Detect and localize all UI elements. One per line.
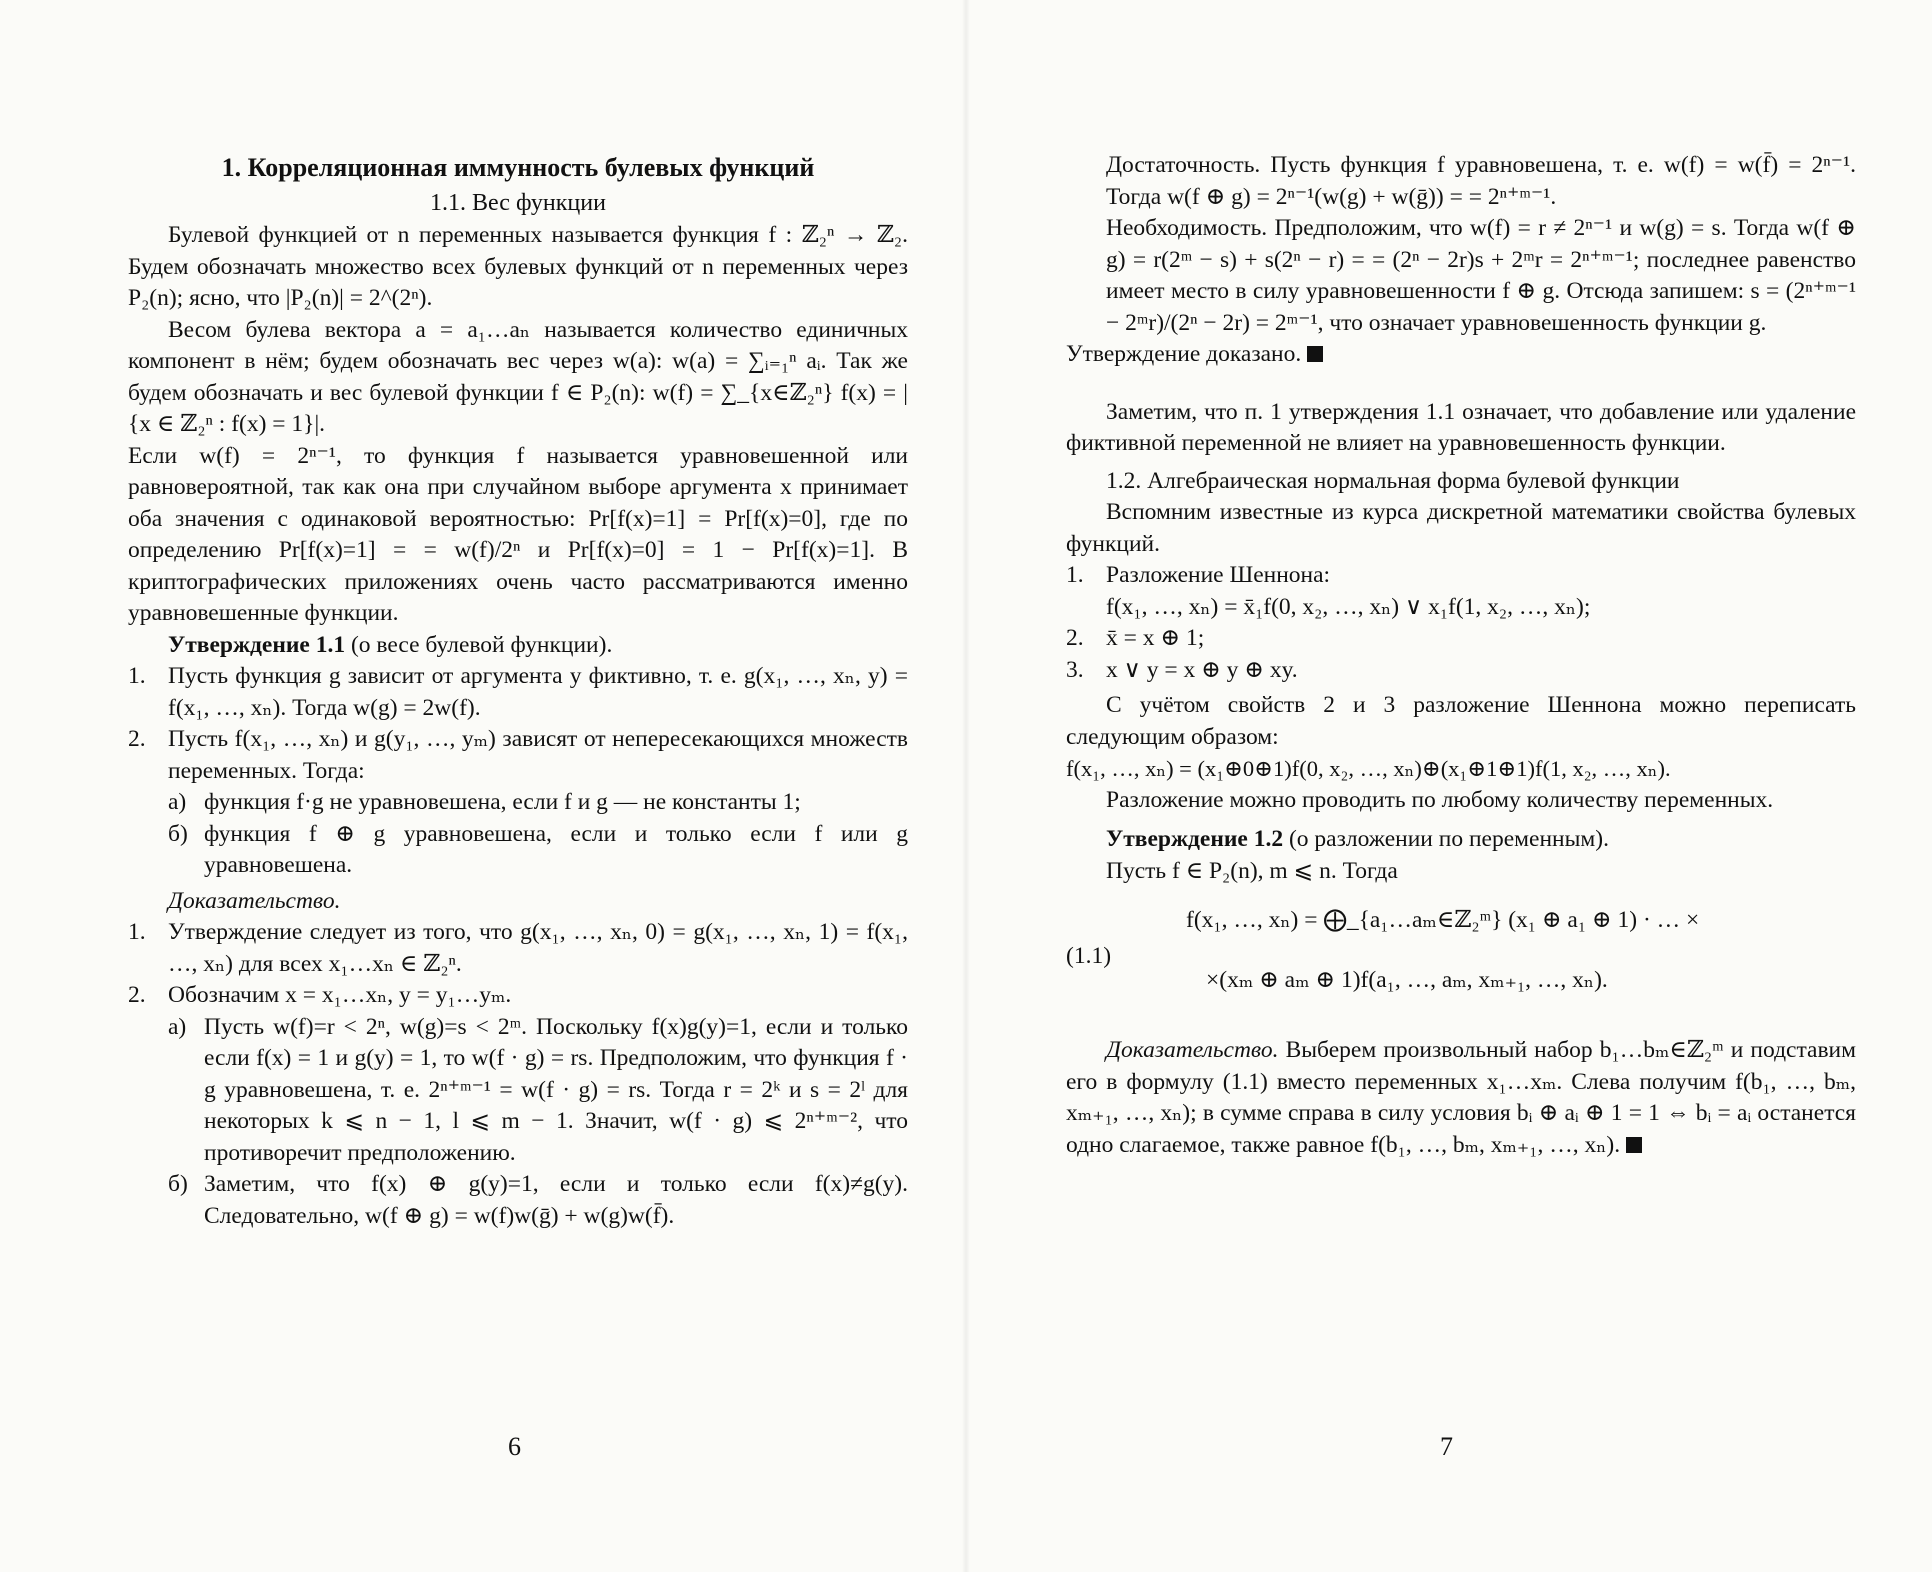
list-item [128,917,908,980]
item-text: Утверждение следует из того, что g(x₁, …, xₙ, 0) = g(x₁, …, xₙ, 1) = f(x₁, …, xₙ) для всех x₁…xₙ ∈ ℤ₂ⁿ. [168,919,908,977]
item-number: 1. [128,919,146,945]
sub-item-letter: б) [168,1171,188,1197]
sub-item-letter: б) [168,820,188,847]
sub-item-text: функция f ⊕ g уравновешена, если и только если f или g уравновешена. [204,820,908,878]
formula-line: ×(xₘ ⊕ aₘ ⊕ 1)f(a₁, …, aₘ, xₘ₊₁, …, xₙ). [1206,967,1608,993]
statement-heading [1066,824,1856,856]
proof-text: Выберем произвольный набор b₁…bₘ∈ℤ₂ᵐ и подставим его в формулу (1.1) вместо переменных x₁…xₘ. Слева получим f(b₁, …, bₘ, xₘ₊₁, …, xₙ); в сумме справа в силу условия bᵢ ⊕ aᵢ ⊕ 1 = 1 ⇔ bᵢ = aᵢ останется одно слагаемое, также равное f(b₁, …, bₘ, xₘ₊₁, …, xₙ). [1066,1037,1856,1158]
item-text: Обозначим x = x₁…xₙ, y = y₁…yₘ. [168,982,512,1008]
qed-icon [1626,1137,1642,1153]
sub-item-letter: а) [168,789,187,815]
proof-end-line [1066,339,1856,371]
paragraph: Весом булева вектора a = a₁…aₙ называется количество единичных компонент в нём; будем обозначать вес через w(a): w(a) = ∑ᵢ₌₁ⁿ aᵢ. Так же будем обозначать и вес булевой функции f ∈ P₂(n): w(f) = ∑_{x∈ℤ₂ⁿ} f(x) = |{x ∈ ℤ₂ⁿ : f(x) = 1}|. [128,316,908,437]
item-number: 1. [128,663,146,689]
proof-label: Доказательство. [168,887,341,914]
list-item [128,980,908,1012]
statement-text: Пусть f ∈ P₂(n), m ⩽ n. Тогда [1106,857,1398,884]
statement-title: (о разложении по переменным). [1283,826,1609,852]
paragraph: Заметим, что п. 1 утверждения 1.1 означает, что добавление или удаление фиктивной переменной не влияет на уравновешенность функции. [1066,398,1856,456]
item-number: 1. [1066,562,1084,588]
paragraph: Булевой функцией от n переменных называется функция f : ℤ₂ⁿ → ℤ₂. Будем обозначать множество всех булевых функций от n переменных через P₂(n); ясно, что |P₂(n)| = 2^(2ⁿ). [128,222,908,311]
sub-item [128,787,908,819]
qed-icon [1307,346,1323,362]
sub-item [128,1012,908,1170]
paragraph: Необходимость. Предположим, что w(f) = r ≠ 2ⁿ⁻¹ и w(g) = s. Тогда w(f ⊕ g) = r(2ᵐ − s) + s(2ⁿ − r) = = (2ⁿ − 2r)s + 2ᵐr = 2ⁿ⁺ᵐ⁻¹; последнее равенство имеет место в силу уравновешенности f ⊕ g. Отсюда запишем: s = (2ⁿ⁺ᵐ⁻¹ − 2ᵐr)/(2ⁿ − 2r) = 2ᵐ⁻¹, что означает уравновешенность функции g. [1106,215,1856,336]
right-column [1066,150,1856,1161]
page-number: 6 [508,1432,521,1461]
formula-line: f(x₁, …, xₙ) = (x₁⊕0⊕1)f(0, x₂, …, xₙ)⊕(x₁⊕1⊕1)f(1, x₂, …, xₙ). [1066,756,1671,781]
item-text: x̄ = x ⊕ 1; [1106,625,1205,651]
sub-item-text: функция f·g не уравновешена, если f и g — не константы 1; [204,789,801,815]
display-formula [1066,899,1856,1019]
list-item [128,724,908,787]
right-page [966,0,1932,1572]
statement-label: Утверждение 1.2 [1106,826,1284,852]
paragraph: Если w(f) = 2ⁿ⁻¹, то функция f называется уравновешенной или равновероятной, так как она при случайном выборе аргумента x принимает оба значения с одинаковой вероятностью: Pr[f(x)=1] = Pr[f(x)=0], где по определению Pr[f(x)=1] = = w(f)/2ⁿ и Pr[f(x)=0] = 1 − Pr[f(x)=1]. В криптографических приложениях очень часто рассматриваются именно уравновешенные функции. [128,442,908,626]
proof-end-text: Утверждение доказано. [1066,341,1302,367]
list-item [1066,560,1856,623]
list-item [1066,655,1856,687]
sub-item-letter: а) [168,1013,187,1040]
item-number: 3. [1066,656,1084,683]
paragraph: Разложение можно проводить по любому количеству переменных. [1106,786,1774,813]
item-formula: f(x₁, …, xₙ) = x̄₁f(0, x₂, …, xₙ) ∨ x₁f(1, x₂, …, xₙ); [1106,593,1591,620]
item-text: Разложение Шеннона: [1106,562,1331,588]
item-number: 2. [128,982,146,1008]
proof-paragraph [1066,1035,1856,1161]
sub-item-text: Пусть w(f)=r < 2ⁿ, w(g)=s < 2ᵐ. Поскольку f(x)g(y)=1, если и только если f(x) = 1 и g(y) = 1, то w(f · g) = rs. Предположим, что функция f · g уравновешена, т. е. 2ⁿ⁺ᵐ⁻¹ = w(f · g) = rs. Тогда r = 2ᵏ и s = 2ˡ для некоторых k ⩽ n − 1, l ⩽ m − 1. Значит, w(f · g) ⩽ 2ⁿ⁺ᵐ⁻², что противоречит предположению. [204,1013,908,1166]
sub-item [128,819,908,882]
paragraph: С учётом свойств 2 и 3 разложение Шеннона можно переписать следующим образом: [1066,692,1856,750]
left-column [128,150,908,1232]
page-number: 7 [1440,1432,1453,1461]
spacer [1066,371,1856,397]
paragraph: Достаточность. Пусть функция f уравновешена, т. е. w(f) = w(f̄) = 2ⁿ⁻¹. Тогда w(f ⊕ g) = 2ⁿ⁻¹(w(g) + w(ḡ)) = = 2ⁿ⁺ᵐ⁻¹. [1106,152,1856,210]
item-number: 2. [1066,625,1084,651]
statement-label: Утверждение 1.1 [168,631,346,658]
chapter-title: 1. Корреляционная иммунность булевых функций [221,153,815,182]
item-text: Пусть f(x₁, …, xₙ) и g(y₁, …, yₘ) зависят от непересекающихся множеств переменных. Тогда: [168,726,908,784]
section-title: 1.1. Вес функции [430,190,606,216]
formula-line: f(x₁, …, xₙ) = ⨁_{a₁…aₘ∈ℤ₂ᵐ} (x₁ ⊕ a₁ ⊕ 1) · … × [1186,907,1700,933]
statement-title: (о весе булевой функции). [345,631,613,658]
list-item [128,661,908,724]
formula-label: (1.1) [1066,943,1112,969]
sub-item-text: Заметим, что f(x) ⊕ g(y)=1, если и только если f(x)≠g(y). Следовательно, w(f ⊕ g) = w(f)w(ḡ) + w(g)w(f̄). [204,1171,908,1229]
list-item [1066,623,1856,655]
statement-heading [128,630,908,662]
proof-label: Доказательство. [1106,1037,1279,1063]
item-text: x ∨ y = x ⊕ y ⊕ xy. [1106,656,1298,683]
item-number: 2. [128,726,146,752]
section-title: 1.2. Алгебраическая нормальная форма булевой функции [1106,467,1680,494]
paragraph: Вспомним известные из курса дискретной математики свойства булевых функций. [1066,499,1856,557]
item-text: Пусть функция g зависит от аргумента y фиктивно, т. е. g(x₁, …, xₙ, y) = f(x₁, …, xₙ). Тогда w(g) = 2w(f). [168,663,908,721]
sub-item [128,1169,908,1232]
